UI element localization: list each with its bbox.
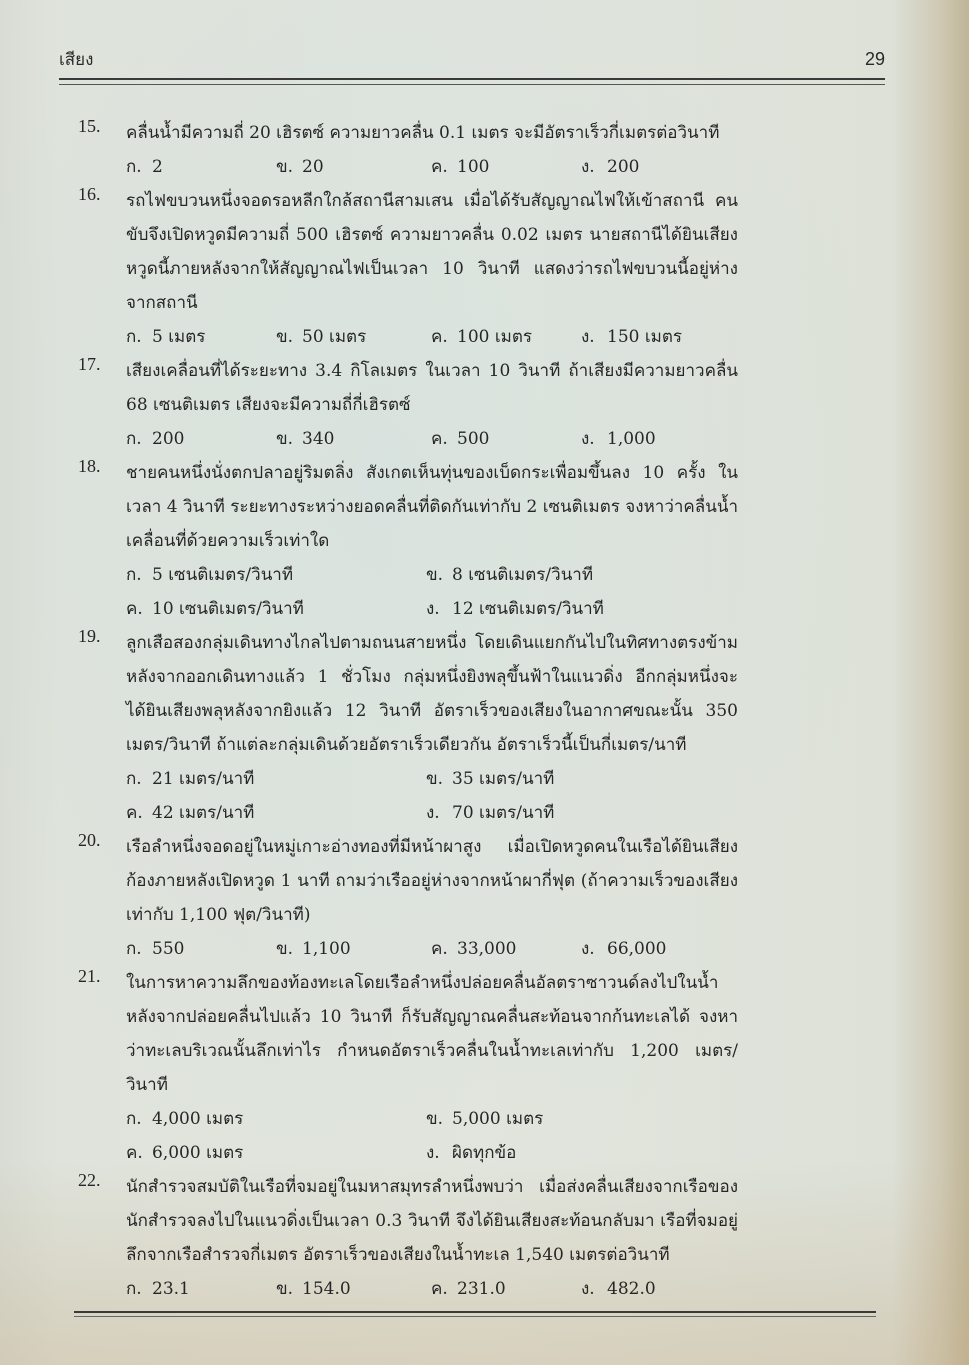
question-list [78,116,738,1306]
choice-d: ง. ผิดทุกข้อ [426,1143,517,1163]
choice-c: ค. 100 เมตร [431,327,533,347]
choice-c: ค. 33,000 [431,939,517,959]
question-text: คลื่นน้ำมีความถี่ 20 เฮิรตซ์ ความยาวคลื่น 0.1 เมตร จะมีอัตราเร็วกี่เมตรต่อวินาที [126,123,720,143]
question-number: 17. [78,354,101,374]
footer-divider [74,1311,876,1317]
question-16 [78,184,738,354]
choice-c: ค. 231.0 [431,1279,506,1299]
choice-list [126,422,738,456]
question-number: 19. [78,626,101,646]
question-number: 22. [78,1170,101,1190]
question-number: 15. [78,116,101,136]
choice-d: ง. 200 [581,157,640,177]
choice-b: ข. 5,000 เมตร [426,1109,544,1129]
question-21 [78,966,738,1170]
choice-a: ก. 5 เซนติเมตร/วินาที [126,565,294,585]
choice-a: ก. 5 เมตร [126,327,206,347]
choice-d: ง. 150 เมตร [581,327,683,347]
choice-d: ง. 70 เมตร/นาที [426,803,555,823]
choice-list [126,150,738,184]
choice-b: ข. 1,100 [276,939,351,959]
choice-c: ค. 6,000 เมตร [126,1143,244,1163]
choice-a: ก. 23.1 [126,1279,190,1299]
chapter-title: เสียง [59,49,94,70]
choice-a: ก. 200 [126,429,185,449]
choice-b: ข. 154.0 [276,1279,351,1299]
question-20 [78,830,738,966]
choice-b: ข. 50 เมตร [276,327,367,347]
question-text: เรือลำหนึ่งจอดอยู่ในหมู่เกาะอ่างทองที่มีหน้าผาสูง เมื่อเปิดหวูดคนในเรือได้ยินเสียงก้องภายหลังเปิดหวูด 1 นาที ถามว่าเรืออยู่ห่างจากหน้าผากี่ฟุต (ถ้าความเร็วของเสียงเท่ากับ 1,100 ฟุต/วินาที) [126,837,738,925]
question-number: 20. [78,830,101,850]
question-text: เสียงเคลื่อนที่ได้ระยะทาง 3.4 กิโลเมตร ในเวลา 10 วินาที ถ้าเสียงมีความยาวคลื่น 68 เซนติเมตร เสียงจะมีความถี่กี่เฮิรตซ์ [126,361,738,415]
question-text: รถไฟขบวนหนึ่งจอดรอหลีกใกล้สถานีสามเสน เมื่อได้รับสัญญาณไฟให้เข้าสถานี คนขับจึงเปิดหวูดมีความถี่ 500 เฮิรตซ์ ความยาวคลื่น 0.02 เมตร นายสถานีได้ยินเสียงหวูดนี้ภายหลังจากให้สัญญาณไฟเป็นเวลา 10 วินาที แสดงว่ารถไฟขบวนนี้อยู่ห่างจากสถานี [126,191,738,313]
choice-c: ค. 10 เซนติเมตร/วินาที [126,599,304,619]
choice-a: ก. 4,000 เมตร [126,1109,244,1129]
choice-d: ง. 1,000 [581,429,656,449]
choice-c: ค. 42 เมตร/นาที [126,803,255,823]
choice-b: ข. 35 เมตร/นาที [426,769,555,789]
header-divider [59,78,885,85]
question-19 [78,626,738,830]
question-22 [78,1170,738,1306]
choice-list [126,1272,738,1306]
question-15 [78,116,738,184]
choice-c: ค. 500 [431,429,490,449]
question-17 [78,354,738,456]
choice-list [126,1102,738,1170]
page-header [59,44,885,74]
question-number: 16. [78,184,101,204]
choice-list [126,320,738,354]
choice-list [126,558,738,626]
choice-a: ก. 21 เมตร/นาที [126,769,255,789]
choice-b: ข. 20 [276,157,324,177]
question-text: ชายคนหนึ่งนั่งตกปลาอยู่ริมตลิ่ง สังเกตเห็นทุ่นของเบ็ดกระเพื่อมขึ้นลง 10 ครั้ง ในเวลา 4 วินาที ระยะทางระหว่างยอดคลื่นที่ติดกันเท่ากับ 2 เซนติเมตร จงหาว่าคลื่นน้ำเคลื่อนที่ด้วยความเร็วเท่าใด [126,463,738,551]
choice-c: ค. 100 [431,157,490,177]
question-text: นักสำรวจสมบัติในเรือที่จมอยู่ในมหาสมุทรลำหนึ่งพบว่า เมื่อส่งคลื่นเสียงจากเรือของนักสำรวจลงไปในแนวดิ่งเป็นเวลา 0.3 วินาที จึงได้ยินเสียงสะท้อนกลับมา เรือที่จมอยู่ลึกจากเรือสำรวจกี่เมตร อัตราเร็วของเสียงในน้ำทะเล 1,540 เมตรต่อวินาที [126,1177,738,1265]
choice-list [126,762,738,830]
choice-b: ข. 340 [276,429,335,449]
question-number: 21. [78,966,101,986]
choice-d: ง. 66,000 [581,939,667,959]
page-number: 29 [864,48,885,69]
choice-a: ก. 550 [126,939,185,959]
choice-list [126,932,738,966]
question-text: ในการหาความลึกของท้องทะเลโดยเรือลำหนึ่งปล่อยคลื่นอัลตราซาวนด์ลงไปในน้ำ หลังจากปล่อยคลื่นไปแล้ว 10 วินาที ก็รับสัญญาณคลื่นสะท้อนจากก้นทะเลได้ จงหาว่าทะเลบริเวณนั้นลึกเท่าไร กำหนดอัตราเร็วคลื่นในน้ำทะเลเท่ากับ 1,200 เมตร/วินาที [126,973,738,1095]
choice-a: ก. 2 [126,157,163,177]
choice-b: ข. 8 เซนติเมตร/วินาที [426,565,594,585]
question-text: ลูกเสือสองกลุ่มเดินทางไกลไปตามถนนสายหนึ่ง โดยเดินแยกกันไปในทิศทางตรงข้าม หลังจากออกเดินทางแล้ว 1 ชั่วโมง กลุ่มหนึ่งยิงพลุขึ้นฟ้าในแนวดิ่ง อีกกลุ่มหนึ่งจะได้ยินเสียงพลุหลังจากยิงแล้ว 12 วินาที อัตราเร็วของเสียงในอากาศขณะนั้น 350 เมตร/วินาที ถ้าแต่ละกลุ่มเดินด้วยอัตราเร็วเดียวกัน อัตราเร็วนี้เป็นกี่เมตร/นาที [126,633,738,755]
choice-d: ง. 482.0 [581,1279,656,1299]
question-number: 18. [78,456,101,476]
choice-d: ง. 12 เซนติเมตร/วินาที [426,599,604,619]
question-18 [78,456,738,626]
